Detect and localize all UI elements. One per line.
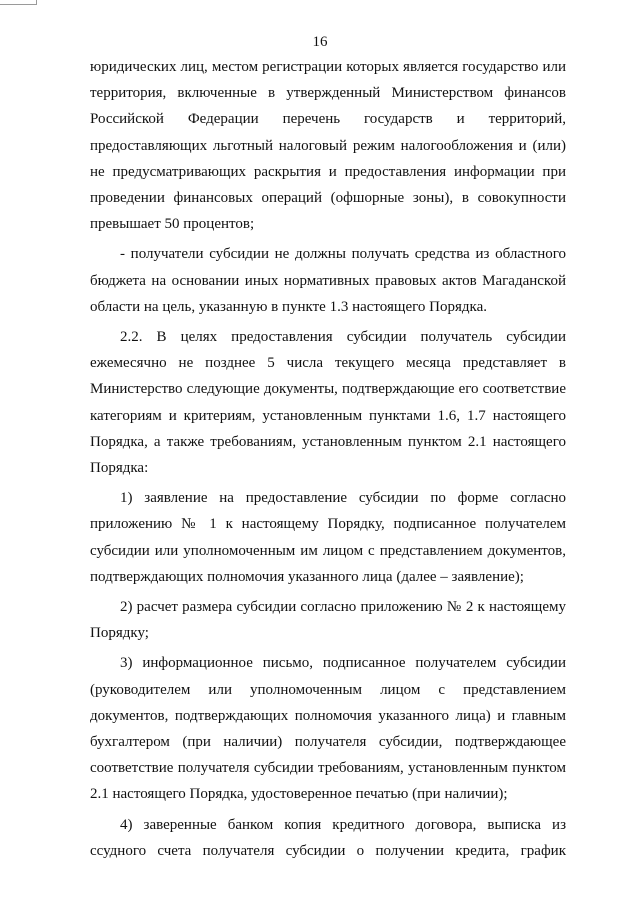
list-item-2-calculation: 2) расчет размера субсидии согласно приложению № 2 к настоящему Порядку;	[90, 599, 566, 642]
paragraph-section-2-2: 2.2. В целях предоставления субсидии получатель субсидии ежемесячно не позднее 5 числа текущего месяца представляет в Министерство следующие документы, подтверждающие его соответствие категориям и критериям, установленным пунктами 1.6, 1.7 настоящего Порядка, а также требованиям, установленным пунктом 2.1 настоящего Порядка:	[90, 329, 566, 477]
page-number: 16	[312, 34, 328, 50]
paragraph-offshore-share: юридических лиц, местом регистрации которых является государство или территория, включенные в утвержденный Министерством финансов Российской Федерации перечень государств и территорий, предоставляющих льготный налоговый режим налогообложения и (или) не предусматривающих раскрытия и предоставления информации при проведении финансовых операций (офшорные зоны), в совокупности превышает 50 процентов;	[90, 59, 566, 233]
document-body	[90, 54, 566, 864]
scan-corner-mark	[0, 0, 37, 5]
list-item-3-information-letter: 3) информационное письмо, подписанное получателем субсидии (руководителем или уполномоченным лицом с представлением документов, подтверждающих полномочия указанного лица) и главным бухгалтером (при наличии) получателя субсидии, подтверждающее соответствие получателя субсидии требованиям, установленным пунктом 2.1 настоящего Порядка, удостоверенное печатью (при наличии);	[90, 655, 566, 803]
paragraph-no-other-budget-funds: - получатели субсидии не должны получать средства из областного бюджета на основании иных нормативных правовых актов Магаданской области на цель, указанную в пункте 1.3 настоящего Порядка.	[90, 246, 566, 315]
list-item-1-application: 1) заявление на предоставление субсидии по форме согласно приложению № 1 к настоящему Порядку, подписанное получателем субсидии или уполномоченным им лицом с представлением документов, подтверждающих полномочия указанного лица (далее – заявление);	[90, 490, 566, 585]
list-item-4-credit-documents: 4) заверенные банком копия кредитного договора, выписка из ссудного счета получателя субсидии о получении кредита, график	[90, 816, 566, 859]
